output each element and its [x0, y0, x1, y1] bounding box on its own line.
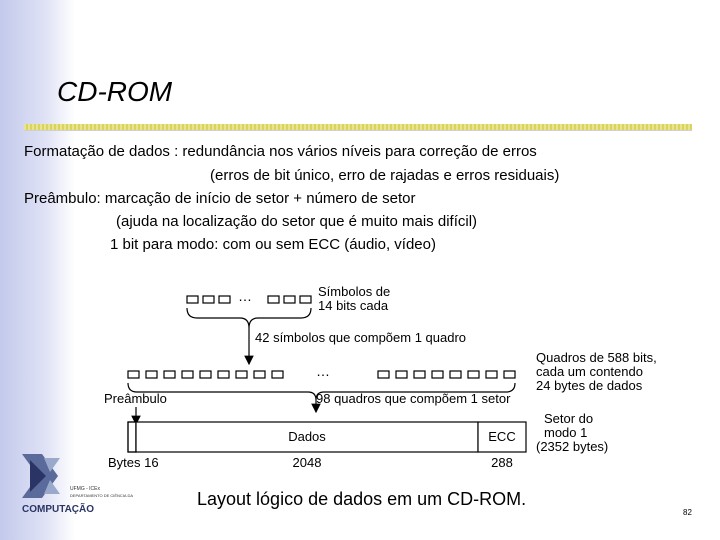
symbols-ellipsis: …: [238, 288, 252, 304]
symbols-label-2: 14 bits cada: [318, 298, 389, 313]
bytes-label-data: 2048: [292, 455, 322, 470]
bytes-label-ecc: 288: [491, 455, 513, 470]
logo-text-1: UFMG - ICEx: [70, 486, 100, 492]
logo-text-2: DEPARTAMENTO DE CIÊNCIA DA: [70, 493, 134, 498]
slide-title: CD-ROM: [57, 76, 173, 107]
text-line-formatting: Formatação de dados : redundância nos vários níveis para correção de erros: [24, 143, 537, 160]
frames-ellipsis: …: [316, 363, 330, 379]
preamble-label: Preâmbulo: [104, 391, 167, 406]
frames-label-1: Quadros de 588 bits,: [536, 350, 657, 365]
bytes-label-preamble: Bytes 16: [108, 455, 159, 470]
logo-text-3: COMPUTAÇÃO: [22, 504, 95, 515]
frames-label-2: cada um contendo: [536, 364, 643, 379]
symbols-label-1: Símbolos de: [318, 284, 391, 299]
text-line-error-types: (erros de bit único, erro de rajadas e erros residuais): [210, 167, 560, 184]
symbols-per-frame-label: 42 símbolos que compõem 1 quadro: [255, 330, 467, 345]
page-number: 82: [683, 508, 692, 517]
text-line-sector-location: (ajuda na localização do setor que é muito mais difícil): [116, 213, 478, 230]
logo-mark-icon: [22, 454, 60, 498]
text-line-preamble: Preâmbulo: marcação de início de setor + número de setor: [24, 190, 416, 207]
sector-label-3: (2352 bytes): [536, 439, 609, 454]
sector-bar: [128, 422, 526, 452]
frames-per-sector-label: 98 quadros que compõem 1 setor: [316, 391, 511, 406]
sector-data-label: Dados: [288, 429, 326, 444]
sector-label-1: Setor do: [544, 411, 594, 426]
text-line-mode-bit: 1 bit para modo: com ou sem ECC (áudio, vídeo): [110, 236, 436, 253]
sector-label-2: modo 1: [544, 425, 588, 440]
symbols-brace: [187, 308, 311, 328]
frames-label-3: 24 bytes de dados: [536, 378, 643, 393]
sector-ecc-label: ECC: [488, 429, 516, 444]
figure-caption: Layout lógico de dados em um CD-ROM.: [197, 489, 527, 509]
